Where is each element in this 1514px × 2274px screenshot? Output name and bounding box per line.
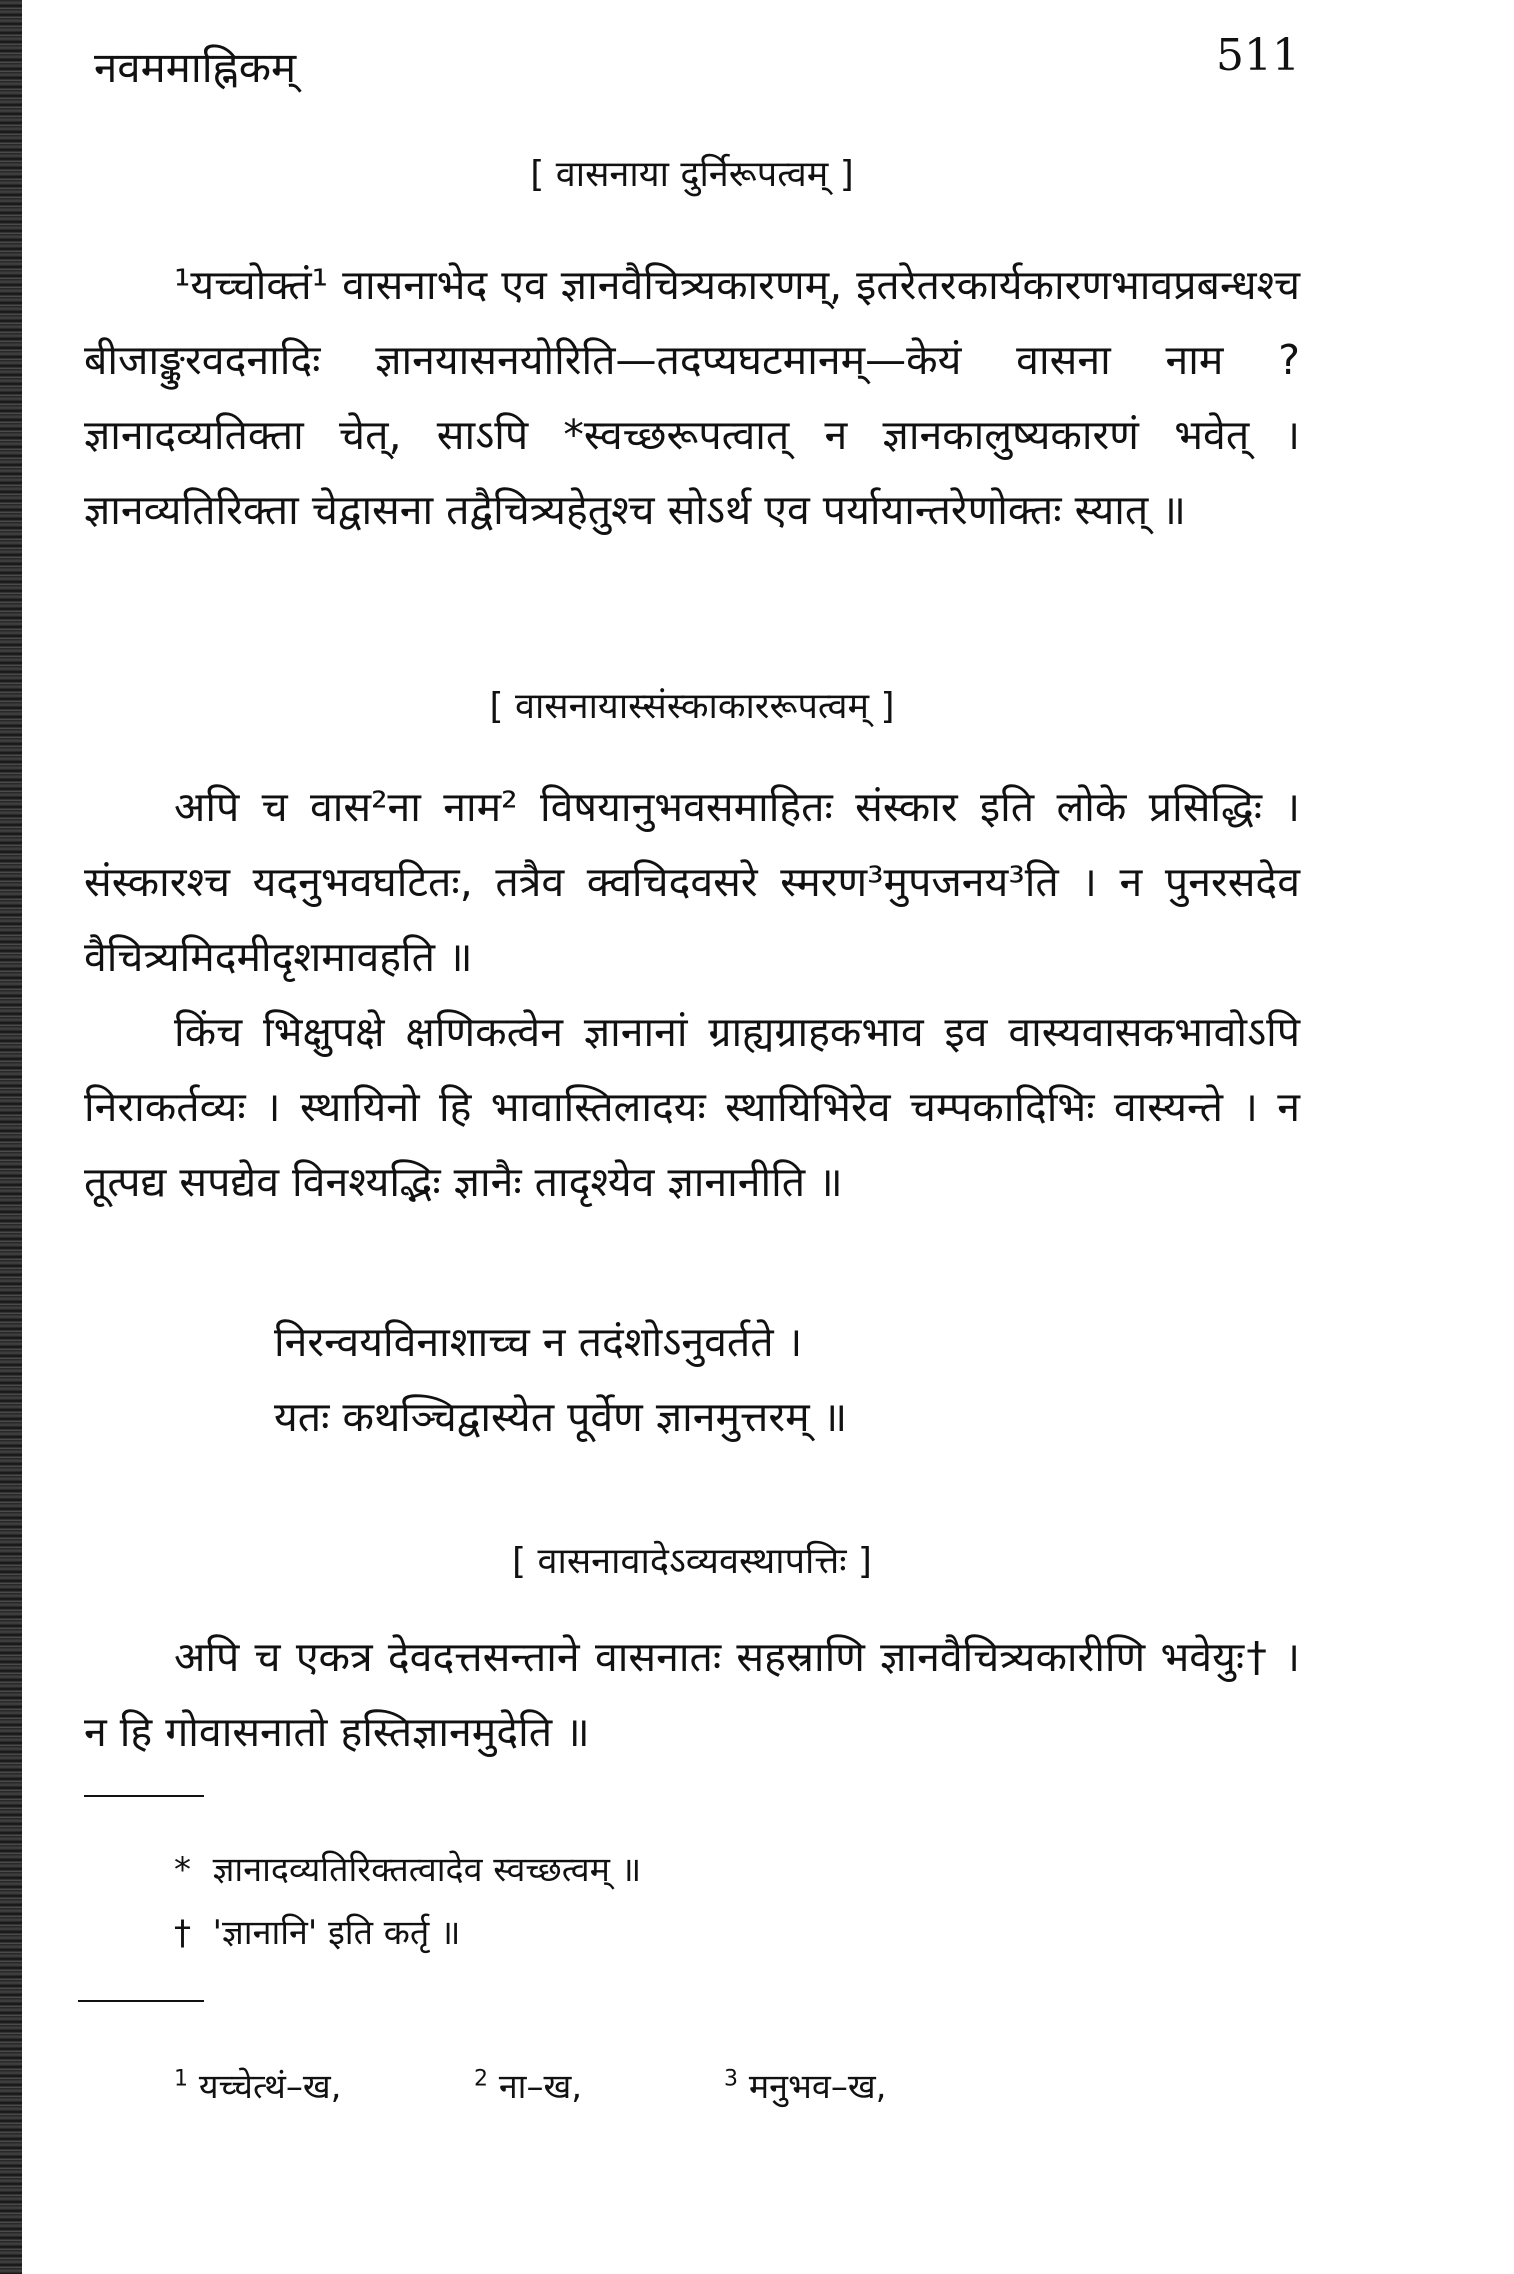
variant-reading-2: $^2$ ना–ख,: [474, 2066, 583, 2107]
variant-reading-1: $^1$ यच्चेत्थं–ख,: [174, 2066, 342, 2107]
paragraph-4: अपि च एकत्र देवदत्तसन्ताने वासनातः सहस्राणि ज्ञानवैचित्र्यकारीणि भवेयुः† । न हि गोवासनातो हस्तिज्ञानमुदेति ॥: [84, 1633, 1300, 1756]
variants-rule: [78, 2000, 204, 2002]
section-heading-3: [ वासनावादेऽव्यवस्थापत्तिः ]: [512, 1541, 872, 1582]
editor-note-2: † 'ज्ञानानि' इति कर्तृ ॥: [174, 1913, 461, 1953]
section-heading-2: [ वासनायास्संस्काकाररूपत्वम् ]: [489, 686, 895, 727]
variant-reading-3: $^3$ मनुभव–ख,: [724, 2066, 887, 2107]
paragraph-2: अपि च वास²ना नाम² विषयानुभवसमाहितः संस्कार इति लोके प्रसिद्धिः । संस्कारश्च यदनुभवघटितः, तत्रैव क्वचिदवसरे स्मरण³मुपजनय³ति । न पुनरसदेव वैचित्र्यमिदमीदृशमावहति ॥: [84, 783, 1300, 981]
verse-line-1: निरन्वयविनाशाच्च न तदंशोऽनुवर्तते ।: [274, 1318, 803, 1366]
running-title: नवममाह्निकम्: [94, 43, 297, 92]
editor-note-1: * ज्ञानादव्यतिरिक्तत्वादेव स्वच्छत्वम् ॥: [174, 1850, 642, 1890]
section-heading-1: [ वासनाया दुर्निरूपत्वम् ]: [530, 154, 854, 195]
book-spine-edge: [0, 0, 22, 2274]
footnote-rule: [84, 1795, 204, 1797]
page-number: 511: [1216, 30, 1300, 81]
book-page: [84, 30, 1300, 2250]
verse-line-2: यतः कथञ्चिद्वास्येत पूर्वेण ज्ञानमुत्तरम् ॥: [274, 1393, 848, 1441]
paragraph-3: किंच भिक्षुपक्षे क्षणिकत्वेन ज्ञानानां ग्राह्यग्राहकभाव इव वास्यवासकभावोऽपि निराकर्तव्यः । स्थायिनो हि भावास्तिलादयः स्थायिभिरेव चम्पकादिभिः वास्यन्ते । न तूत्पद्य सपद्येव विनश्यद्भिः ज्ञानैः तादृश्येव ज्ञानानीति ॥: [84, 1008, 1300, 1206]
paragraph-1: ¹यच्चोक्तं¹ वासनाभेद एव ज्ञानवैचित्र्यकारणम्, इतरेतरकार्यकारणभावप्रबन्धश्च बीजाङ्कुरवदनादिः ज्ञानयासनयोरिति—तदप्यघटमानम्—केयं वासना नाम ? ज्ञानादव्यतिक्ता चेत्, साऽपि *स्वच्छरूपत्वात् न ज्ञानकालुष्यकारणं भवेत् । ज्ञानव्यतिरिक्ता चेद्वासना तद्वैचित्र्यहेतुश्च सोऽर्थ एव पर्यायान्तरेणोक्तः स्यात् ॥: [84, 261, 1300, 534]
